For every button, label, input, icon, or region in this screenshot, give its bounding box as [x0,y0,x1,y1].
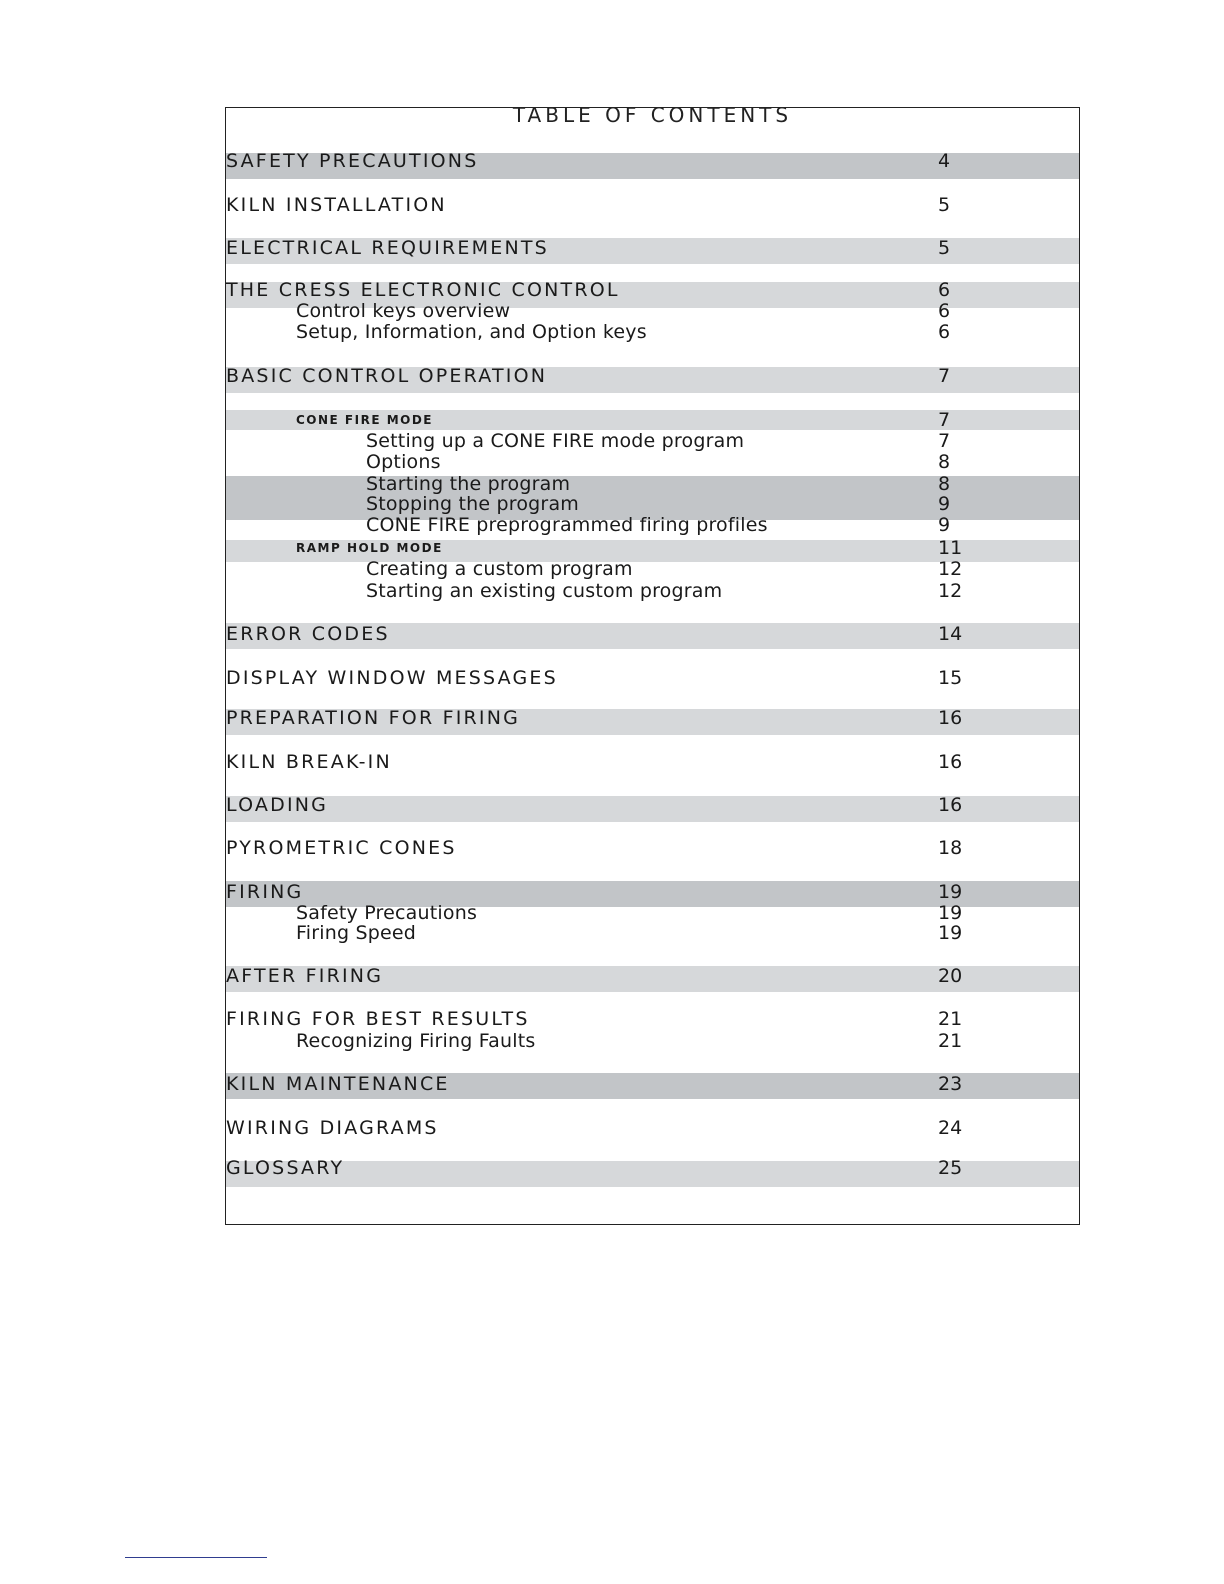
toc-entry-page: 8 [938,451,951,473]
toc-entry[interactable] [226,493,1079,515]
toc-entry-page: 23 [938,1073,963,1095]
toc-entry-page: 9 [938,514,951,536]
toc-entry[interactable] [226,751,1079,773]
toc-entry-label: KILN MAINTENANCE [226,1073,450,1095]
toc-entry-label: Setup, Information, and Option keys [296,321,647,343]
toc-entry-page: 21 [938,1008,963,1030]
toc-entry-label: PYROMETRIC CONES [226,837,457,859]
toc-entry[interactable] [226,300,1079,322]
footnote-separator [125,1557,267,1558]
toc-entry-page: 6 [938,321,951,343]
toc-entry-label: KILN INSTALLATION [226,194,447,216]
toc-entry[interactable] [226,558,1079,580]
toc-entry[interactable] [226,473,1079,495]
toc-entry-label: Starting an existing custom program [366,580,723,602]
toc-entry-page: 6 [938,300,951,322]
toc-entry[interactable] [226,1030,1079,1052]
toc-entry[interactable] [226,321,1079,343]
toc-entry[interactable] [226,922,1079,944]
toc-entry[interactable] [226,514,1079,536]
toc-entry-label: Recognizing Firing Faults [296,1030,536,1052]
toc-entry[interactable] [226,1073,1079,1095]
toc-entry-page: 8 [938,473,951,495]
toc-entry-page: 16 [938,751,963,773]
toc-entry-page: 9 [938,493,951,515]
toc-title: TABLE OF CONTENTS [512,107,793,127]
toc-entry-label: ERROR CODES [226,623,390,645]
toc-entry[interactable] [226,1008,1079,1030]
toc-entry-label: GLOSSARY [226,1157,345,1179]
toc-entry-label: Control keys overview [296,300,511,322]
toc-entry-label: WIRING DIAGRAMS [226,1117,439,1139]
toc-entry[interactable] [226,365,1079,387]
toc-entry-label: LOADING [226,794,329,816]
toc-entry[interactable] [226,667,1079,689]
toc-entry-label: AFTER FIRING [226,965,384,987]
toc-entry-page: 19 [938,881,963,903]
toc-entry-page: 19 [938,922,963,944]
toc-entry-label: KILN BREAK-IN [226,751,392,773]
table-of-contents [225,107,1080,1225]
toc-entry[interactable] [226,279,1079,301]
toc-entry-page: 15 [938,667,963,689]
toc-entry-label: FIRING [226,881,304,903]
toc-entry[interactable] [226,451,1079,473]
toc-entry-label: PREPARATION FOR FIRING [226,707,521,729]
toc-entry-label: THE CRESS ELECTRONIC CONTROL [226,279,620,301]
toc-entry-page: 24 [938,1117,963,1139]
toc-entry-label: Firing Speed [296,922,417,944]
toc-entry-page: 11 [938,537,963,559]
toc-entry-page: 7 [938,430,951,452]
toc-entry[interactable] [226,623,1079,645]
toc-entry-label: FIRING FOR BEST RESULTS [226,1008,530,1030]
toc-entry-label: Creating a custom program [366,558,633,580]
toc-entry-label: CONE FIRE MODE [296,413,434,427]
toc-entry[interactable] [226,837,1079,859]
toc-entry[interactable] [226,1117,1079,1139]
toc-entry-label: Options [366,451,441,473]
toc-entry[interactable] [226,707,1079,729]
toc-entry[interactable] [226,794,1079,816]
toc-entry[interactable] [226,580,1079,602]
toc-entry-page: 7 [938,365,951,387]
toc-entry-label: RAMP HOLD MODE [296,541,443,555]
toc-entry-page: 21 [938,1030,963,1052]
toc-entry-page: 20 [938,965,963,987]
toc-entry-label: Safety Precautions [296,902,478,924]
toc-entry-label: Setting up a CONE FIRE mode program [366,430,745,452]
toc-entry-page: 18 [938,837,963,859]
toc-entry-page: 25 [938,1157,963,1179]
toc-entry-label: Stopping the program [366,493,579,515]
toc-entry-page: 16 [938,707,963,729]
toc-entry[interactable] [226,881,1079,903]
toc-entry-page: 12 [938,580,963,602]
toc-entry-page: 5 [938,194,951,216]
toc-entry-page: 19 [938,902,963,924]
toc-entry-page: 5 [938,237,951,259]
toc-entry[interactable] [226,1157,1079,1179]
toc-entry[interactable] [226,409,1079,431]
toc-entry-label: CONE FIRE preprogrammed firing profiles [366,514,768,536]
toc-entry-page: 12 [938,558,963,580]
toc-entry[interactable] [226,537,1079,559]
toc-entry-page: 4 [938,150,951,172]
toc-entry-label: SAFETY PRECAUTIONS [226,150,479,172]
toc-entry-page: 14 [938,623,963,645]
toc-entry[interactable] [226,194,1079,216]
toc-entry-page: 6 [938,279,951,301]
toc-entry-label: ELECTRICAL REQUIREMENTS [226,237,549,259]
toc-entry-page: 7 [938,409,951,431]
toc-entry[interactable] [226,430,1079,452]
toc-entry[interactable] [226,237,1079,259]
toc-entry[interactable] [226,150,1079,172]
toc-entry-label: Starting the program [366,473,571,495]
toc-entry-page: 16 [938,794,963,816]
toc-entry-label: BASIC CONTROL OPERATION [226,365,548,387]
toc-entry-label: DISPLAY WINDOW MESSAGES [226,667,558,689]
toc-entry[interactable] [226,902,1079,924]
toc-entry[interactable] [226,965,1079,987]
